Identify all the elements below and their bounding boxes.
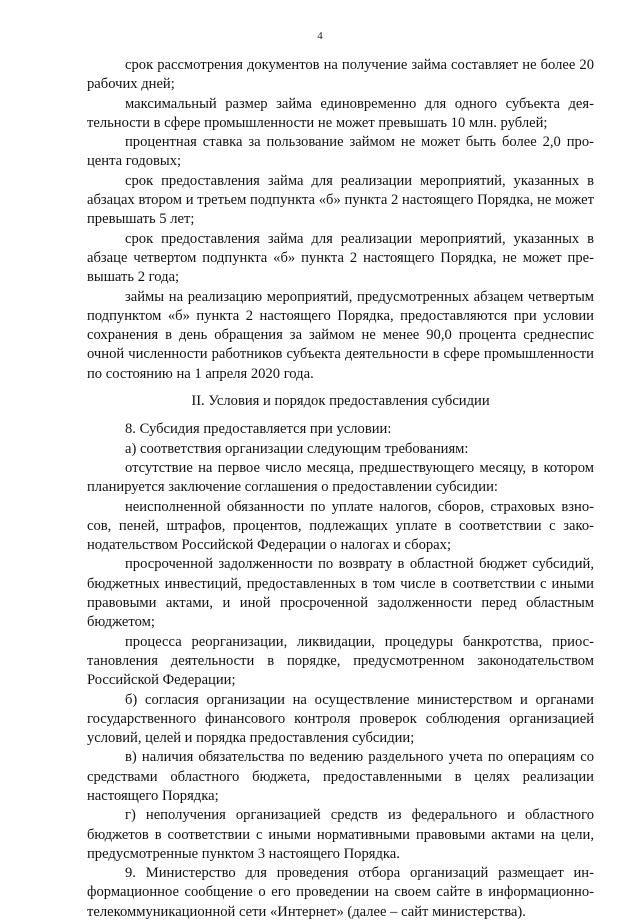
paragraph-loan-term-2-years: срок предоставления займа для реализации мероприятий, указанных в абзаце четвертом подпункта «б» пункта 2 настоящего Порядка, не может превышать 2 года; xyxy=(87,230,594,286)
paragraph-item-g: г) неполучения организацией средств из федерального и областного бюджетов в соответствии с иными нормативными правовыми актами на цели, предусмотренные пунктом 3 настоящего Порядка. xyxy=(87,807,594,862)
paragraph-item-a: а) соответствия организации следующим требованиям: xyxy=(125,440,469,457)
paragraph-loan-term-5-years: срок предоставления займа для реализации мероприятий, указанных в абзацах втором и третьем подпункта «б» пункта 2 настоящего Порядка, не может превышать 5 лет; xyxy=(87,172,594,228)
paragraph-max-loan-size: максимальный размер займа единовременно для одного субъекта деятельности в сфере промышленности не может превышать 10 млн. рублей; xyxy=(87,95,594,131)
paragraph-loan-condition-headcount: займы на реализацию мероприятий, предусмотренных абзацем четвертым подпунктом «б» пункта 2 настоящего Порядка, предоставляются при условии сохранения в день обращения за займом не менее 90,0 процента среднеспис очной численности работников субъекта деятельности в сфере промышленности по состоянию на 1 апреля 2020 года. xyxy=(87,288,594,382)
paragraph-interest-rate: процентная ставка за пользование займом не может быть более 2,0 процента годовых; xyxy=(87,134,594,170)
document-body xyxy=(87,56,594,922)
paragraph-subsidy-condition: 8. Субсидия предоставляется при условии: xyxy=(125,421,392,438)
paragraph-overdue-debt: просроченной задолженности по возврату в областной бюджет субсидий, бюджетных инвестиций, предоставленных в том числе в соответствии с иными правовыми актами, и иной просроченной задолженности перед областным бюджетом; xyxy=(87,556,594,631)
paragraph-absence-on-first-day: отсутствие на первое число месяца, предшествующего месяцу, в котором планируется заключение соглашения о предоставлении субсидии: xyxy=(87,459,594,496)
paragraph-tax-obligation: неисполненной обязанности по уплате налогов, сборов, страховых взносов, пеней, штрафов, процентов, подлежащих уплате в соответствии с законодательством Российской Федерации о налогах и сборах; xyxy=(87,498,594,554)
paragraph-item-v: в) наличия обязательства по ведению раздельного учета по операциям со средствами областного бюджета, предоставленными в целях реализации настоящего Порядка; xyxy=(87,749,594,804)
paragraph-item-9: 9. Министерство для проведения отбора организаций размещает информационное сообщение о его проведении на своем сайте в информационно-телекоммуникационной сети «Интернет» (далее – сайт министерства). xyxy=(87,865,594,920)
page-number: 4 xyxy=(317,30,323,42)
paragraph-reorganization: процесса реорганизации, ликвидации, процедуры банкротства, приостановления деятельности в порядке, предусмотренном законодательством Российской Федерации; xyxy=(87,633,594,689)
section-heading: II. Условия и порядок предоставления субсидии xyxy=(191,393,490,410)
paragraph-loan-review-term: срок рассмотрения документов на получение займа составляет не более 20 рабочих дней; xyxy=(87,57,594,93)
paragraph-item-b: б) согласия организации на осуществление министерством и органами государственного финансового контроля проверок соблюдения организацией условий, целей и порядка предоставления субсидии; xyxy=(87,691,594,747)
